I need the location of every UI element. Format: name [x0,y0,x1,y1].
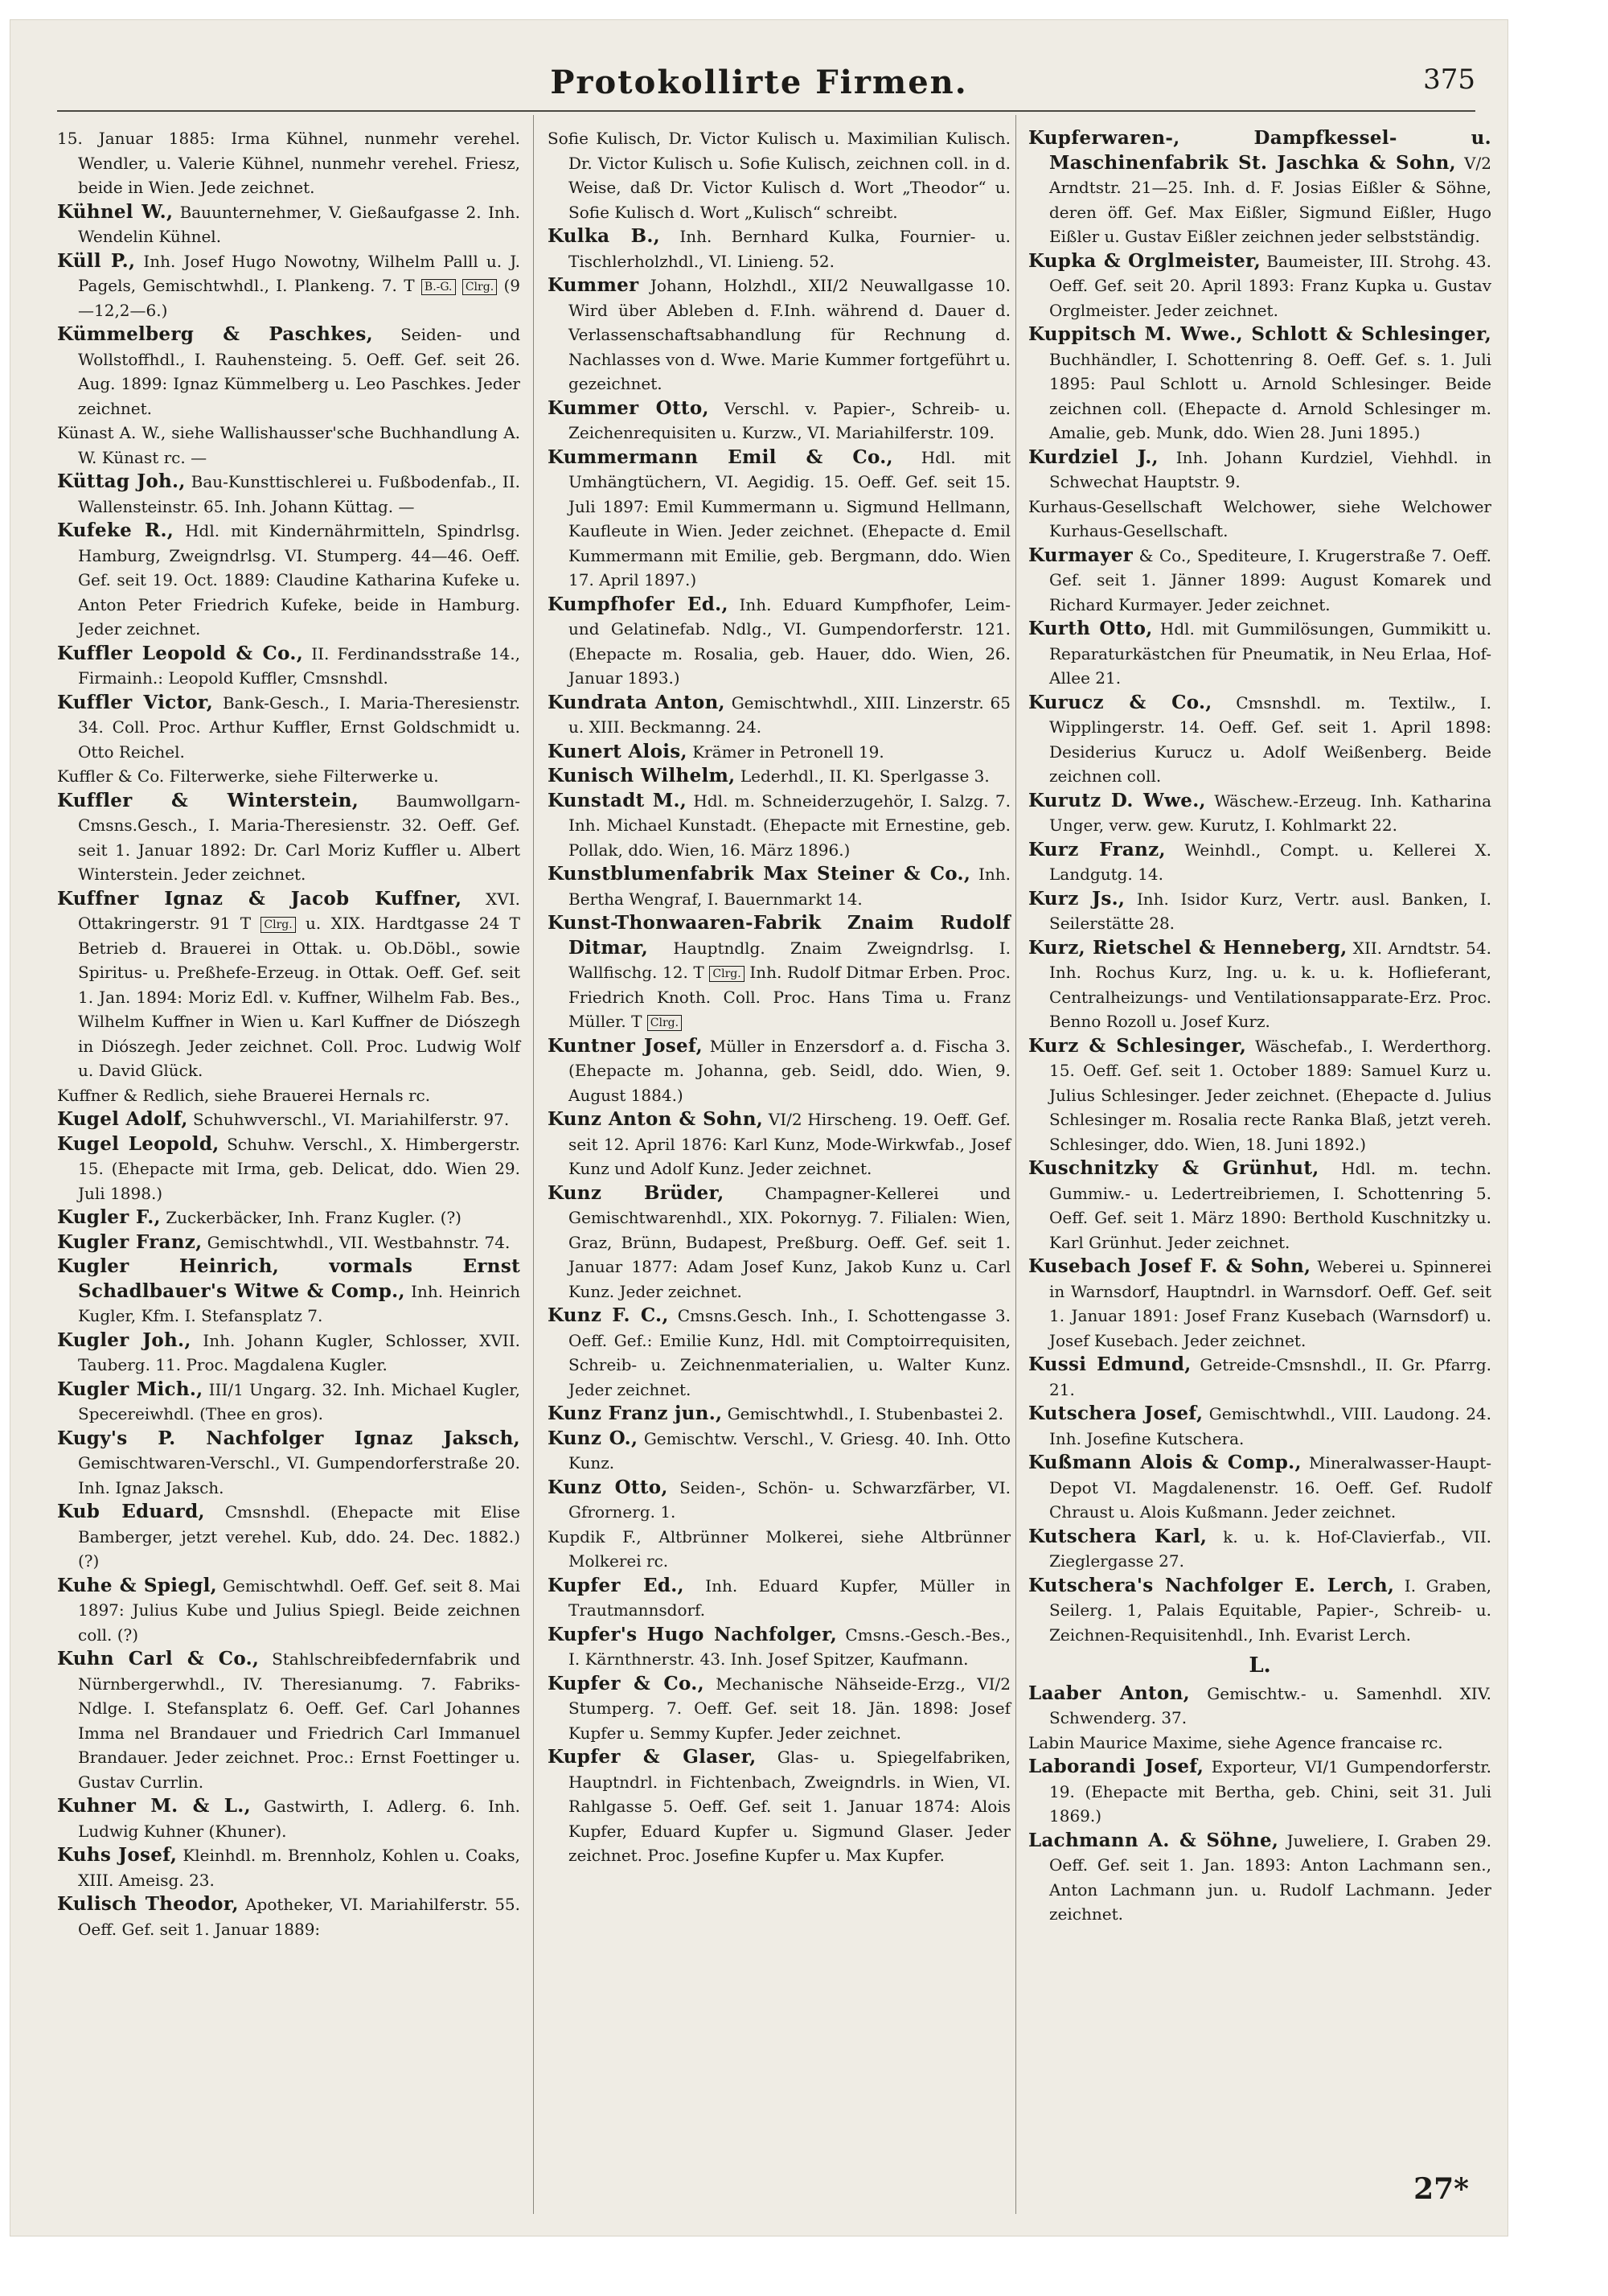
firm-details: Inh. Bertha Wengraf, I. Bauernmarkt 14. [568,865,1011,909]
firm-name: Kurucz & Co., [1028,691,1212,713]
firm-entry [548,1402,1011,1427]
firm-details: Inh. Josef Hugo Nowotny, Wilhelm Palll u. J. Pagels, Gemischtwhdl., I. Plankeng. 7. T [78,251,521,295]
firm-entry [1028,446,1491,495]
firm-details: Kurhaus-Gesellschaft Welchower, siehe Welchower Kurhaus-Gesellschaft. [1028,496,1491,540]
firm-details: Gemischtwhdl. Oeff. Gef. seit 8. Mai 1897: Julius Kube und Julius Spiegl. Beide zeichnen coll. (?) [78,1575,521,1645]
firm-name: Kugy's P. Nachfolger Ignaz Jaksch, [57,1427,520,1449]
firm-details: Exporteur, VI/1 Gumpendorferstr. 19. (Ehepacte mit Bertha, geb. Chini, seit 31. Juli 1869.) [1049,1757,1491,1826]
firm-details-cont: u. XIX. Hardtgasse 24 T Betrieb d. Brauerei in Ottak. u. Ob.Döbl., sowie Spiritus- u. Preßhefe-Erzeug. in Ottak. Oeff. Gef. seit 1. Jan. 1894: Moriz Edl. v. Kuffner, Wilhelm Fab. Bes., Wilhelm Kuffner in Wien u. Karl Kuffner de Diószegh in Diószegh. Jeder zeichnet. Coll. Proc. Ludwig Wolf u. David Glück. [78,914,521,1080]
firm-details: Wäschew.-Erzeug. Inh. Katharina Unger, verw. gew. Kurutz, I. Kohlmarkt 22. [1049,791,1492,835]
firm-details: Seiden- und Wollstoffhdl., I. Rauhensteing. 5. Oeff. Gef. seit 26. Aug. 1899: Ignaz Kümmelberg u. Leo Paschkes. Jeder zeichnet. [78,325,521,418]
firm-entry [57,200,520,249]
firm-name: Kuhs Josef, [57,1844,178,1866]
firm-name: Kunst-Thonwaaren-Fabrik Znaim Rudolf Ditmar, [548,912,1011,959]
firm-entry [548,1623,1011,1672]
firm-entry [1028,1255,1491,1353]
firm-details: k. u. k. Hof-Clavierfab., VII. Zieglergasse 27. [1049,1526,1491,1571]
firm-entry [548,273,1011,396]
firm-details: Stahlschreibfedernfabrik und Nürnbergerwhdl., IV. Theresianumg. 7. Fabriks-Ndlge. I. Stefansplatz 6. Oeff. Gef. Carl Johannes Imma nel Brandauer und Friedrich Carl Immanuel Brandauer. Jeder zeichnet. Proc.: Ernst Foettinger u. Gustav Currlin. [78,1649,521,1792]
firm-name: Kurz Js., [1028,887,1126,910]
firm-entry [57,1378,520,1427]
firm-name: Kuppitsch M. Wwe., Schlott & Schlesinger, [1028,323,1491,345]
firm-details: Baumeister, III. Strohg. 43. Oeff. Gef. seit 20. April 1893: Franz Kupka u. Gustav Orglmeister. Jeder zeichnet. [1049,251,1492,320]
firm-entry [57,1892,520,1941]
firm-name: Kulisch Theodor, [57,1893,239,1915]
firm-details: Sofie Kulisch, Dr. Victor Kulisch u. Maximilian Kulisch. Dr. Victor Kulisch u. Sofie Kulisch, zeichnen coll. in d. Weise, daß Dr. Victor Kulisch d. Wort „Theodor“ u. Sofie Kulisch d. Wort „Kulisch“ schreibt. [548,129,1011,222]
firm-details: Kupdik F., Altbrünner Molkerei, siehe Altbrünner Molkerei rc. [548,1526,1011,1571]
firm-entry [548,1574,1011,1623]
firm-name: Kunz Anton & Sohn, [548,1108,764,1130]
firm-name: Kupferwaren-, Dampfkessel- u. Maschinenfabrik St. Jaschka & Sohn, [1028,127,1491,174]
firm-details: Bank-Gesch., I. Maria-Theresienstr. 34. Coll. Proc. Arthur Kuffler, Ernst Goldschmidt u. Otto Reichel. [78,692,520,762]
firm-name: Kusebach Josef F. & Sohn, [1028,1255,1311,1277]
firm-entry [57,1794,520,1843]
column-middle [548,126,1011,1868]
firm-entry [1028,1402,1491,1451]
firm-entry [57,887,520,1083]
firm-entry [57,249,520,323]
firm-details: Cmsns.Gesch. Inh., I. Schottengasse 3. Oeff. Gef.: Emilie Kunz, Hdl. mit Comptoirrequisiten, Schreib- u. Zeichnenmaterialien, u. Walter Kunz. Jeder zeichnet. [568,1306,1011,1399]
firm-entry [1028,838,1491,887]
firm-details: Labin Maurice Maxime, siehe Agence francaise rc. [1028,1732,1443,1752]
firm-details: Weinhdl., Compt. u. Kellerei X. Landgutg. 14. [1049,840,1492,884]
firm-details: Getreide-Cmsnshdl., II. Gr. Pfarrg. 21. [1049,1355,1492,1399]
column-divider [533,115,534,2214]
firm-details: Verschl. v. Papier-, Schreib- u. Zeichenrequisiten u. Kurzw., VI. Mariahilferstr. 109. [568,398,1011,442]
firm-entry [57,470,520,519]
firm-entry [548,1427,1011,1476]
firm-name: Kußmann Alois & Comp., [1028,1452,1302,1473]
firm-name: Kub Eduard, [57,1501,205,1522]
firm-details: Kuffler & Co. Filterwerke, siehe Filterwerke u. [57,766,439,786]
firm-name: Kuffler Victor, [57,691,214,713]
firm-entry [1028,1829,1491,1927]
firm-entry [548,224,1011,273]
firm-details: II. Ferdinandsstraße 14., Firmainh.: Leopold Kuffler, Cmsnshdl. [78,643,520,688]
clearing-badge: Clrg. [709,966,744,982]
firm-details: Gemischtwhdl., XIII. Linzerstr. 65 u. XIII. Beckmanng. 24. [568,692,1011,737]
firm-name: Kuhe & Spiegl, [57,1574,217,1596]
page-number: 375 [1423,64,1475,96]
firm-name: Kutschera's Nachfolger E. Lerch, [1028,1574,1395,1596]
firm-entry [548,593,1011,691]
firm-name: Kugler Joh., [57,1329,191,1351]
firm-entry [1028,789,1491,838]
firm-entry [548,396,1011,446]
firm-details: Seiden-, Schön- u. Schwarzfärber, VI. Gfrornerg. 1. [568,1477,1011,1522]
firm-details: Gemischtwaren-Verschl., VI. Gumpendorferstraße 20. Inh. Ignaz Jaksch. [78,1453,520,1497]
firm-details: Gastwirth, I. Adlerg. 6. Inh. Ludwig Kuhner (Khuner). [78,1797,520,1841]
firm-details: Weberei u. Spinnerei in Warnsdorf, Hauptndrl. in Warnsdorf. Oeff. Gef. seit 1. Januar 1891: Josef Franz Kusebach (Warnsdorf) u. Josef Kusebach. Jeder zeichnet. [1049,1257,1492,1350]
firm-name: Kunz Brüder, [548,1181,724,1204]
firm-details: Zuckerbäcker, Inh. Franz Kugler. (?) [166,1208,461,1227]
firm-details: Gemischtwhdl., VII. Westbahnstr. 74. [207,1232,511,1252]
firm-details: XII. Arndtstr. 54. Inh. Rochus Kurz, Ing. u. k. u. k. Hoflieferant, Centralheizungs- und Ventilationsapparate-Erz. Proc. Benno Rozoll u. Josef Kurz. [1049,938,1491,1031]
firm-name: Kutschera Karl, [1028,1525,1208,1547]
firm-entry [548,1672,1011,1746]
firm-entry [548,862,1011,911]
firm-name: Kunz Otto, [548,1476,668,1498]
firm-name: Kühnel W., [57,200,174,223]
firm-details-cont: Inh. Rudolf Ditmar Erben. Proc. Friedrich Knoth. Coll. Proc. Hans Tima u. Franz Müller. T [568,963,1011,1031]
firm-entry [1028,1525,1491,1574]
firm-name: Kunstadt M., [548,789,687,811]
firm-name: Kufeke R., [57,520,174,541]
firm-entry [1028,544,1491,618]
firm-name: Kümmelberg & Paschkes, [57,323,373,345]
firm-entry [57,1206,520,1230]
firm-details: Inh. Eduard Kupfer, Müller in Trautmannsdorf. [568,1575,1011,1620]
firm-details: & Co., Spediteure, I. Krugerstraße 7. Oeff. Gef. seit 1. Jänner 1899: August Komarek und Richard Kurmayer. Jeder zeichnet. [1049,545,1491,614]
firm-details: Mechanische Nähseide-Erzg., VI/2 Stumperg. 7. Oeff. Gef. seit 18. Jän. 1898: Josef Kupfer u. Semmy Kupfer. Jeder zeichnet. [568,1674,1011,1743]
column-left [57,126,520,1941]
firm-name: Kupka & Orglmeister, [1028,249,1261,272]
firm-details: Johann, Holzhdl., XII/2 Neuwallgasse 10. Wird über Ableben d. F.Inh. während d. Dauer d. Verlassenschaftsabhandlung für Rechnung d. Nachlasses von d. Wwe. Marie Kummer fortgeführt u. gezeichnet. [568,276,1011,393]
firm-name: Kuffner Ignaz & Jacob Kuffner, [57,887,462,910]
firm-details: VI/2 Hirscheng. 19. Oeff. Gef. seit 12. April 1876: Karl Kunz, Mode-Wirkwfab., Josef Kunz und Adolf Kunz. Jeder zeichnet. [568,1110,1011,1178]
firm-name: Kurutz D. Wwe., [1028,789,1206,811]
firm-entry [548,1181,1011,1304]
header-rule [57,110,1475,112]
firm-name: Kupfer & Co., [548,1672,704,1694]
firm-entry [57,764,520,789]
firm-details: III/1 Ungarg. 32. Inh. Michael Kugler, Specereiwhdl. (Thee en gros). [78,1379,520,1423]
firm-details: Lederhdl., II. Kl. Sperlgasse 3. [740,766,990,786]
firm-name: Kurz Franz, [1028,838,1166,860]
clearing-badge: Clrg. [647,1015,682,1031]
firm-details: Kuffner & Redlich, siehe Brauerei Hernals rc. [57,1085,431,1105]
firm-details: Juweliere, I. Graben 29. Oeff. Gef. seit 1. Jan. 1893: Anton Lachmann sen., Anton Lachmann jun. u. Rudolf Lachmann. Jeder zeichnet. [1049,1830,1491,1924]
firm-details: Hdl. m. techn. Gummiw.- u. Ledertreibriemen, I. Schottenring 5. Oeff. Gef. seit 1. März 1890: Berthold Kuschnitzky u. Karl Grünhut. Jeder zeichnet. [1049,1159,1491,1252]
firm-entry [57,126,520,200]
firm-details: Glas- u. Spiegelfabriken, Hauptndrl. in Fichtenbach, Zweigndrls. in Wien, VI. Rahlgasse 5. Oeff. Gef. seit 1. Januar 1874: Alois Kupfer, Eduard Kupfer u. Sigmund Glaser. Jeder zeichnet. Proc. Josefine Kupfer u. Max Kupfer. [568,1748,1011,1865]
firm-details: Bau-Kunsttischlerei u. Fußbodenfab., II. Wallensteinstr. 65. Inh. Johann Küttag. — [78,472,520,516]
firm-details: Inh. Eduard Kumpfhofer, Leim- und Gelatinefab. Ndlg., VI. Gumpendorferstr. 121. (Ehepacte m. Rosalia, geb. Hauer, ddo. Wien, 26. Januar 1893.) [568,594,1011,688]
firm-entry [548,1476,1011,1525]
firm-details: Cmsns.-Gesch.-Bes., I. Kärnthnerstr. 43. Inh. Josef Spitzer, Kaufmann. [568,1624,1011,1669]
firm-name: Kurmayer [1028,544,1134,566]
firm-entry [548,1304,1011,1402]
firm-details: Buchhändler, I. Schottenring 8. Oeff. Gef. s. 1. Juli 1895: Paul Schlott u. Arnold Schlesinger. Beide zeichnen coll. (Ehepacte d. Arnold Schlesinger m. Amalie, geb. Munk, ddo. Wien 28. Juni 1895.) [1049,349,1491,442]
firm-entry [548,1525,1011,1574]
firm-details: Apotheker, VI. Mariahilferstr. 55. Oeff. Gef. seit 1. Januar 1889: [78,1895,521,1939]
firm-details: Cmsnshdl. m. Textilw., I. Wipplingerstr. 14. Oeff. Gef. seit 1. April 1898: Desiderius Kurucz u. Adolf Weißenberg. Beide zeichnen coll. [1049,692,1491,786]
firm-entry [548,764,1011,789]
firm-details: Gemischtwhdl., I. Stubenbastei 2. [727,1404,1003,1423]
firm-details: Bauunternehmer, V. Gießaufgasse 2. Inh. Wendelin Kühnel. [78,202,520,246]
section-letter: L. [1249,1653,1271,1678]
firm-entry [57,1574,520,1648]
firm-name: Kumpfhofer Ed., [548,593,728,615]
firm-entry [1028,249,1491,323]
column-divider [1015,115,1016,2214]
firm-details: I. Graben, Seilerg. 1, Palais Equitable, Papier-, Schreib- u. Zeichnen-Requisitenhdl., Inh. Evarist Lerch. [1049,1575,1491,1645]
firm-name: Kunz F. C., [548,1304,669,1326]
clearing-badge: Clrg. [260,917,295,933]
firm-entry [1028,1034,1491,1157]
firm-details: Wäschefab., I. Werderthorg. 15. Oeff. Gef. seit 1. October 1889: Samuel Kurz u. Julius Schlesinger. Jeder zeichnet. (Ehepacte d. Julius Schlesinger m. Rosalia recte Ranka Blaß, jetzt vereh. Schlesinger, ddo. Wien, 18. Juni 1892.) [1049,1036,1492,1154]
firm-name: Kuhn Carl & Co., [57,1648,260,1670]
firm-name: Laaber Anton, [1028,1682,1190,1704]
firm-name: Kunz O., [548,1427,638,1449]
firm-name: Kussi Edmund, [1028,1353,1192,1375]
firm-entry [57,1647,520,1794]
firm-details: Inh. Johann Kugler, Schlosser, XVII. Tauberg. 11. Proc. Magdalena Kugler. [78,1330,520,1374]
firm-details: Baumwollgarn-Cmsns.Gesch., I. Maria-Theresienstr. 32. Oeff. Gef. seit 1. Januar 1892: Dr. Carl Moriz Kuffler u. Albert Winterstein. Jeder zeichnet. [78,791,521,884]
firm-details: Krämer in Petronell 19. [692,741,884,762]
firm-name: Kummer [548,274,639,296]
firm-entry [1028,1451,1491,1525]
firm-entry [1028,617,1491,691]
firm-entry [1028,126,1491,249]
firm-entry [1028,495,1491,544]
firm-name: Kugel Leopold, [57,1132,219,1155]
firm-details: Gemischtwhdl., VIII. Laudong. 24. Inh. Josefine Kutschera. [1049,1404,1492,1448]
firm-details: Inh. Isidor Kurz, Vertr. ausl. Banken, I. Seilerstätte 28. [1049,889,1491,933]
firm-name: Kunert Alois, [548,740,687,762]
firm-entry [1028,936,1491,1034]
firm-name: Kundrata Anton, [548,691,725,713]
firm-details: Mineralwasser-Haupt-Depot VI. Magdalenenstr. 16. Oeff. Gef. Rudolf Chraust u. Alois Kußmann. Jeder zeichnet. [1049,1453,1491,1522]
firm-name: Kuffler Leopold & Co., [57,642,303,664]
firm-name: Kurth Otto, [1028,618,1153,639]
firm-name: Kupfer & Glaser, [548,1746,757,1768]
firm-details: Schuhwverschl., VI. Mariahilferstr. 97. [193,1110,510,1129]
firm-name: Kummermann Emil & Co., [548,446,893,468]
firm-details-cont: (9—12,2—6.) [78,276,520,320]
firm-details: Hdl. mit Umhängtüchern, VI. Aegidig. 15. Oeff. Gef. seit 15. Juli 1897: Emil Kummermann u. Sigmund Hellmann, Kaufleute in Wien. Jeder zeichnet. (Ehepacte d. Emil Kummermann mit Emilie, geb. Bergmann, ddo. Wien 17. April 1897.) [568,447,1011,589]
firm-entry [57,1500,520,1574]
firm-entry [548,691,1011,740]
firm-name: Kummer Otto, [548,396,709,419]
firm-entry [57,1427,520,1501]
firm-details: Schuhw. Verschl., X. Himbergerstr. 15. (Ehepacte mit Irma, geb. Delicat, ddo. Wien 29. Juli 1898.) [78,1134,521,1203]
firm-details: Hdl. mit Kindernährmitteln, Spindrlsg. Hamburg, Zweigndrlsg. VI. Stumperg. 44—46. Oeff. Gef. seit 19. Oct. 1889: Claudine Katharina Kufeke u. Anton Peter Friedrich Kufeke, beide in Hamburg. Jeder zeichnet. [78,521,520,639]
firm-entry [57,789,520,887]
firm-entry [57,642,520,691]
firm-details: Kleinhdl. m. Brennholz, Kohlen u. Coaks, XIII. Ameisg. 23. [78,1846,520,1890]
firm-details: Müller in Enzersdorf a. d. Fischa 3. (Ehepacte m. Johanna, geb. Seidl, ddo. Wien, 9. August 1884.) [568,1036,1011,1105]
firm-details: Champagner-Kellerei und Gemischtwarenhdl., XIX. Pokornyg. 7. Filialen: Wien, Graz, Brünn, Budapest, Preßburg. Oeff. Gef. seit 1. Januar 1877: Adam Josef Kunz, Jakob Kunz u. Carl Kunz. Jeder zeichnet. [568,1183,1011,1301]
firm-entry [548,446,1011,593]
firm-name: Kulka B., [548,225,660,247]
firm-name: Kugel Adolf, [57,1108,188,1130]
firm-entry [1028,1353,1491,1402]
firm-name: Kurz & Schlesinger, [1028,1034,1247,1057]
firm-entry [1028,322,1491,446]
firm-details: Inh. Bernhard Kulka, Fournier- u. Tischlerholzhdl., VI. Linieng. 52. [568,227,1011,271]
firm-entry [548,911,1011,1034]
firm-details: Gemischtw.- u. Samenhdl. XIV. Schwenderg. 37. [1049,1683,1492,1727]
firm-entry [548,1107,1011,1181]
firm-entry [548,789,1011,863]
firm-name: Kurz, Rietschel & Henneberg, [1028,936,1348,959]
firm-name: Kuschnitzky & Grünhut, [1028,1157,1319,1179]
firm-name: Kunz Franz jun., [548,1403,723,1424]
firm-entry [57,519,520,642]
firm-entry [57,691,520,765]
firm-name: Lachmann A. & Söhne, [1028,1829,1279,1851]
firm-entry [548,1745,1011,1868]
firm-name: Kuhner M. & L., [57,1795,251,1817]
firm-entry [57,1843,520,1892]
firm-name: Kunstblumenfabrik Max Steiner & Co., [548,863,971,885]
firm-details: Gemischtw. Verschl., V. Griesg. 40. Inh. Otto Kunz. [568,1428,1011,1472]
firm-details: V/2 Arndtstr. 21—25. Inh. d. F. Josias Eißler & Söhne, deren öff. Gef. Max Eißler, Sigmund Eißler, Hugo Eißler u. Gustav Eißler zeichnen jeder selbstständig. [1049,153,1491,246]
firm-entry [57,1230,520,1255]
firm-name: Laborandi Josef, [1028,1756,1204,1777]
firm-details: XVI. Ottakringerstr. 91 T [78,889,520,933]
firm-entry [1028,1682,1491,1731]
firm-name: Kugler Heinrich, vormals Ernst Schadlbauer's Witwe & Comp., [57,1255,520,1302]
firm-entry [1028,1731,1491,1756]
firm-entry [1028,887,1491,936]
firm-details: Inh. Johann Kurdziel, Viehhdl. in Schwechat Hauptstr. 9. [1049,447,1492,491]
firm-entry [57,421,520,470]
firm-entry [548,740,1011,765]
firm-name: Kurdziel J., [1028,446,1159,468]
firm-entry [57,1083,520,1108]
clearing-badge: Clrg. [462,279,497,295]
firm-details: Hauptndlg. Znaim Zweigndrlsg. I. Wallfischg. 12. T [568,938,1011,982]
signature-mark: 27* [1413,2172,1469,2206]
firm-entry [57,1329,520,1378]
firm-name: Kupfer Ed., [548,1574,684,1596]
firm-name: Kuffler & Winterstein, [57,789,359,811]
firm-details: Hdl. mit Gummilösungen, Gummikitt u. Reparaturkästchen für Pneumatik, in Neu Erlaa, Hof-Allee 21. [1049,619,1491,688]
firm-name: Kutschera Josef, [1028,1403,1204,1424]
firm-entry [1028,1156,1491,1255]
firm-name: Kugler Mich., [57,1378,203,1400]
firm-entry [1028,1574,1491,1648]
firm-entry [57,322,520,421]
clearing-badge: B.-G. [421,279,456,295]
firm-entry [57,1255,520,1329]
firm-details: Cmsnshdl. (Ehepacte mit Elise Bamberger, jetzt verehel. Kub, ddo. 24. Dec. 1882.) (?) [78,1502,520,1571]
firm-name: Kupfer's Hugo Nachfolger, [548,1623,838,1645]
firm-details: Hdl. m. Schneiderzugehör, I. Salzg. 7. Inh. Michael Kunstadt. (Ehepacte mit Ernestine, geb. Pollak, ddo. Wien, 16. März 1896.) [568,791,1011,860]
firm-name: Kugler F., [57,1206,161,1228]
firm-entry [57,1132,520,1206]
firm-details: Inh. Heinrich Kugler, Kfm. I. Stefansplatz 7. [78,1281,520,1325]
firm-entry [57,1107,520,1132]
firm-entry [1028,691,1491,789]
column-right [1028,126,1491,1927]
firm-entry [548,1034,1011,1108]
firm-name: Küttag Joh., [57,470,186,492]
page-title: Protokollirte Firmen. [550,64,968,101]
firm-details: Künast A. W., siehe Wallishausser'sche Buchhandlung A. W. Künast rc. — [57,423,520,467]
firm-name: Kugler Franz, [57,1230,203,1253]
firm-name: Küll P., [57,249,136,272]
firm-details: 15. Januar 1885: Irma Kühnel, nunmehr verehel. Wendler, u. Valerie Kühnel, nunmehr verehel. Friesz, beide in Wien. Jede zeichnet. [57,129,520,197]
firm-name: Kunisch Wilhelm, [548,765,736,787]
firm-name: Kuntner Josef, [548,1034,703,1057]
firm-entry [1028,1755,1491,1829]
document-page [10,19,1508,2236]
firm-entry [548,126,1011,224]
